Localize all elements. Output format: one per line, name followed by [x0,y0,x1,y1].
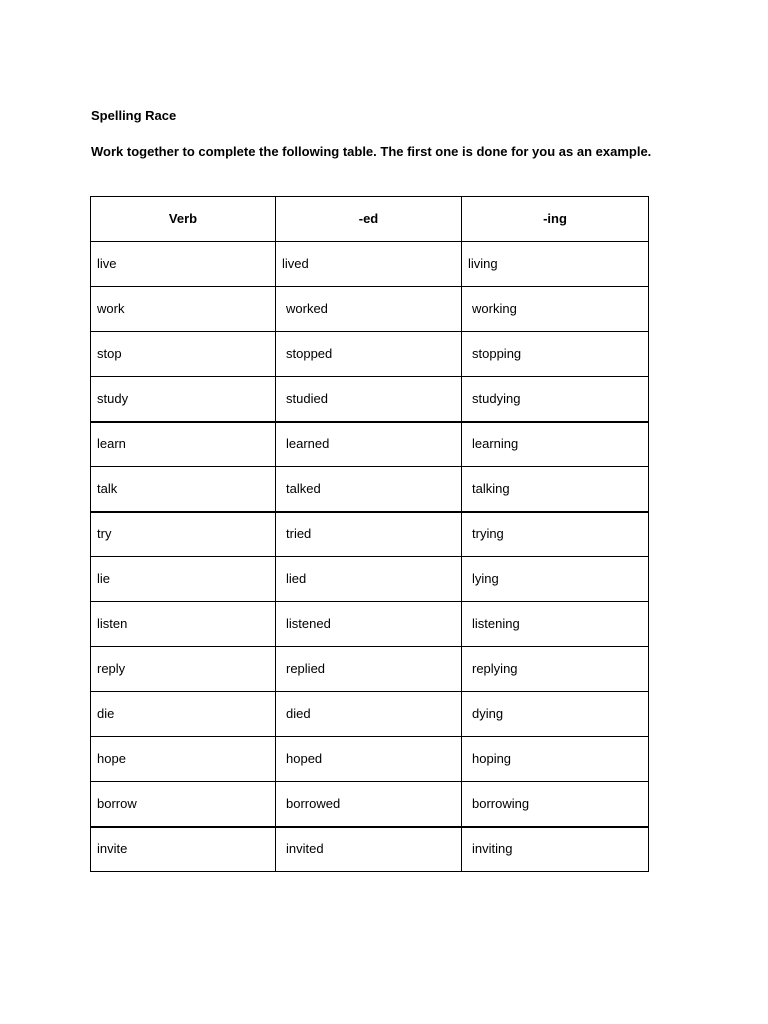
table-row [91,647,649,692]
ed-cell: replied [276,647,462,692]
header-verb: Verb [91,197,276,242]
ing-cell: hoping [462,737,649,782]
header-ing: -ing [462,197,649,242]
ing-cell: living [462,242,649,287]
ing-cell: dying [462,692,649,737]
table-row [91,557,649,602]
ing-cell: trying [462,512,649,557]
verb-cell: hope [91,737,276,782]
verb-cell: try [91,512,276,557]
ing-cell: learning [462,422,649,467]
ed-cell: died [276,692,462,737]
verb-table [90,196,649,872]
ing-cell: stopping [462,332,649,377]
table-header-row [91,197,649,242]
ed-cell: worked [276,287,462,332]
table-row [91,287,649,332]
ed-cell: talked [276,467,462,512]
table-row [91,377,649,422]
verb-cell: die [91,692,276,737]
ing-cell: borrowing [462,782,649,827]
ing-cell: inviting [462,827,649,872]
verb-cell: invite [91,827,276,872]
ed-cell: lied [276,557,462,602]
verb-cell: borrow [91,782,276,827]
verb-cell: reply [91,647,276,692]
table-row [91,602,649,647]
ing-cell: replying [462,647,649,692]
ed-cell: tried [276,512,462,557]
ed-cell: learned [276,422,462,467]
ed-cell: invited [276,827,462,872]
verb-cell: work [91,287,276,332]
verb-cell: learn [91,422,276,467]
header-ed: -ed [276,197,462,242]
instructions: Work together to complete the following table. The first one is done for you as an example. [91,144,652,159]
table-row [91,467,649,512]
table-row [91,332,649,377]
ing-cell: studying [462,377,649,422]
ed-cell: stopped [276,332,462,377]
table-row [91,782,649,827]
ing-cell: lying [462,557,649,602]
ed-cell: borrowed [276,782,462,827]
ed-cell: listened [276,602,462,647]
page-title: Spelling Race [91,108,177,123]
verb-cell: study [91,377,276,422]
ing-cell: working [462,287,649,332]
verb-cell: stop [91,332,276,377]
ed-cell: studied [276,377,462,422]
table-row [91,422,649,467]
verb-cell: listen [91,602,276,647]
ing-cell: listening [462,602,649,647]
ed-cell: lived [276,242,462,287]
table-row [91,827,649,872]
verb-cell: live [91,242,276,287]
ed-cell: hoped [276,737,462,782]
verb-cell: talk [91,467,276,512]
table-row [91,737,649,782]
ing-cell: talking [462,467,649,512]
table-row [91,512,649,557]
table-row [91,242,649,287]
table-row [91,692,649,737]
verb-cell: lie [91,557,276,602]
